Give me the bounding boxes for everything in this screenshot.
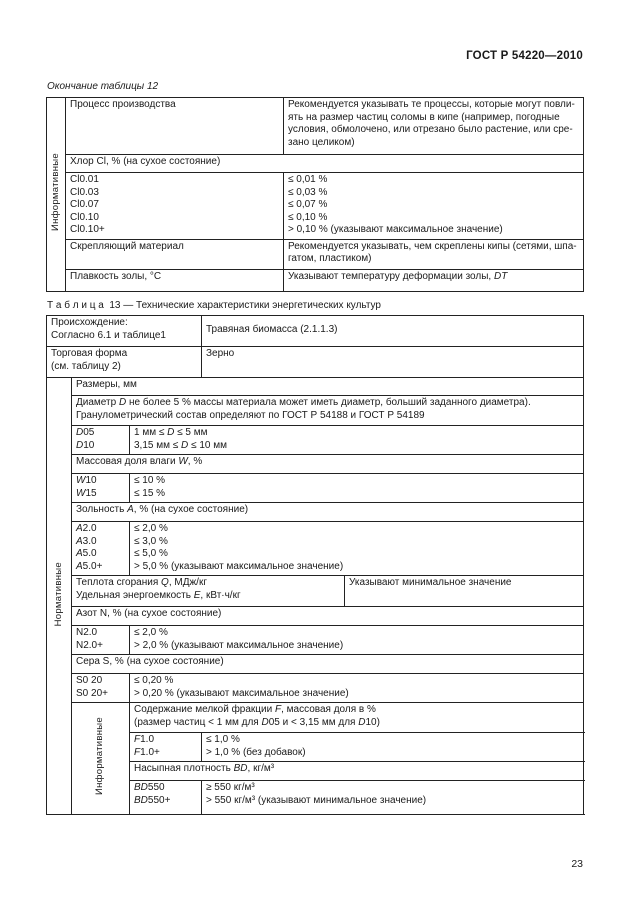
value-cell: ≤ 2,0 % > 2,0 % (указывают максимальное значение) <box>130 626 584 655</box>
sizes-title: Размеры, мм <box>72 378 584 396</box>
heat-value: Указывают минимальное значение <box>345 576 584 607</box>
trade-form-value: Зерно <box>202 347 584 378</box>
table-row <box>47 426 584 455</box>
table-row <box>47 98 584 155</box>
standard-header: ГОСТ Р 54220—2010 <box>466 50 583 62</box>
table-row <box>47 269 584 291</box>
table-row <box>47 239 584 269</box>
group-label: Информативные <box>49 152 61 232</box>
table-row <box>47 173 584 240</box>
fines-title-line-2: (размер частиц < 1 мм для D05 и < 3,15 мм для D10) <box>134 716 380 728</box>
sizes-note-line-1: Диаметр D не более 5 % массы материала может иметь диаметр, больший заданного диаметра). <box>76 397 531 408</box>
value-cell: ≤ 10 % ≤ 15 % <box>130 474 584 503</box>
table-row <box>47 155 584 173</box>
code-cell: S0 20 S0 20+ <box>72 674 130 703</box>
sizes-note <box>72 396 584 426</box>
table12-caption: Окончание таблицы 12 <box>47 81 159 92</box>
value-cell: ≤ 1,0 % > 1,0 % (без добавок) <box>202 733 584 762</box>
trade-form-label: Торговая форма (см. таблицу 2) <box>47 347 202 378</box>
table13-caption-text: — Технические характеристики энергетических культур <box>120 300 381 311</box>
origin-value: Травяная биомасса (2.1.1.3) <box>202 316 584 347</box>
heat-label-line-2: Удельная энергоемкость E, кВт·ч/кг <box>76 589 241 601</box>
table-row <box>47 674 584 703</box>
code-cell: N2.0 N2.0+ <box>72 626 130 655</box>
page-number: 23 <box>571 858 583 870</box>
origin-label: Происхождение: Согласно 6.1 и таблице1 <box>47 316 202 347</box>
heat-label <box>72 576 345 607</box>
a-codes: A2.0 A3.0 A5.0 A5.0+ <box>76 523 103 572</box>
table-row <box>47 316 584 347</box>
table-row <box>47 703 584 733</box>
table-row <box>47 474 584 503</box>
ash-title-text: Зольность A, % (на сухое состояние) <box>76 504 249 515</box>
code-cell <box>72 474 130 503</box>
value-cell <box>130 426 584 455</box>
code-cell: F1.0 F1.0+ <box>130 733 202 762</box>
row-value: Рекомендуется указывать те процессы, которые могут повли- ять на размер частиц соломы в кипе (например, погодные условия, обмолочено, или отрезано было растение, или сре- зано целиком) <box>284 98 584 155</box>
heat-label-line-1: Теплота сгорания Q, МДж/кг <box>76 577 207 588</box>
sizes-note-line-2: Гранулометрический состав определяют по ГОСТ Р 54188 и ГОСТ Р 54189 <box>76 409 425 421</box>
informative-label-cell <box>72 703 130 815</box>
nitrogen-title: Азот N, % (на сухое состояние) <box>72 607 584 626</box>
row-name: Процесс производства <box>66 98 284 155</box>
sulfur-title: Сера S, % (на сухое состояние) <box>72 655 584 674</box>
table-row <box>47 576 584 607</box>
d-codes: D05 D10 <box>76 427 95 451</box>
w-codes: W10 W15 <box>76 475 97 499</box>
value-cell: ≤ 2,0 % ≤ 3,0 % ≤ 5,0 % > 5,0 % (указывают максимальное значение) <box>130 522 584 576</box>
value-cell: ≥ 550 кг/м³ > 550 кг/м³ (указывают минимальное значение) <box>202 781 584 815</box>
table13-caption-prefix: Т а б л и ц а 13 <box>47 300 121 311</box>
table-row <box>47 626 584 655</box>
density-title: Насыпная плотность BD, кг/м³ <box>130 762 584 781</box>
moisture-title <box>72 455 584 474</box>
row-value <box>284 269 584 291</box>
table13-caption <box>47 300 381 311</box>
normative-label: Нормативные <box>52 561 64 626</box>
row-name: Скрепляющий материал <box>66 239 284 269</box>
ash-title <box>72 503 584 522</box>
code-cell <box>72 426 130 455</box>
table-row <box>47 378 584 396</box>
informative-label: Информативные <box>94 717 106 796</box>
moisture-title-text: Массовая доля влаги W, % <box>76 456 203 467</box>
table-row <box>47 503 584 522</box>
fines-title-line-1: Содержание мелкой фракции F, массовая доля в % <box>134 704 376 715</box>
group-label-cell <box>47 98 66 292</box>
table-13 <box>46 315 584 815</box>
table-row <box>47 396 584 426</box>
table-row <box>47 522 584 576</box>
code-cell <box>72 522 130 576</box>
table-row <box>47 655 584 674</box>
table-row <box>47 347 584 378</box>
table-row <box>47 455 584 474</box>
fines-title <box>130 703 584 733</box>
row-name: Плавкость золы, °С <box>66 269 284 291</box>
row-value: Рекомендуется указывать, чем скреплены кипы (сетями, шпа- гатом, пластиком) <box>284 239 584 269</box>
value-cell: ≤ 0,20 % > 0,20 % (указывают максимальное значение) <box>130 674 584 703</box>
normative-label-cell <box>47 378 72 815</box>
ash-fusion-text: Указывают температуру деформации золы, DT <box>288 270 508 282</box>
table-12 <box>46 97 584 292</box>
row-title: Хлор Cl, % (на сухое состояние) <box>66 155 584 173</box>
row-name: Cl0.01 Cl0.03 Cl0.07 Cl0.10 Cl0.10+ <box>66 173 284 240</box>
code-cell: BD550 BD550+ <box>130 781 202 815</box>
row-value: ≤ 0,01 % ≤ 0,03 % ≤ 0,07 % ≤ 0,10 % > 0,10 % (указывают максимальное значение) <box>284 173 584 240</box>
d-values: 1 мм ≤ D ≤ 5 мм 3,15 мм ≤ D ≤ 10 мм <box>134 427 227 451</box>
table-row <box>47 607 584 626</box>
